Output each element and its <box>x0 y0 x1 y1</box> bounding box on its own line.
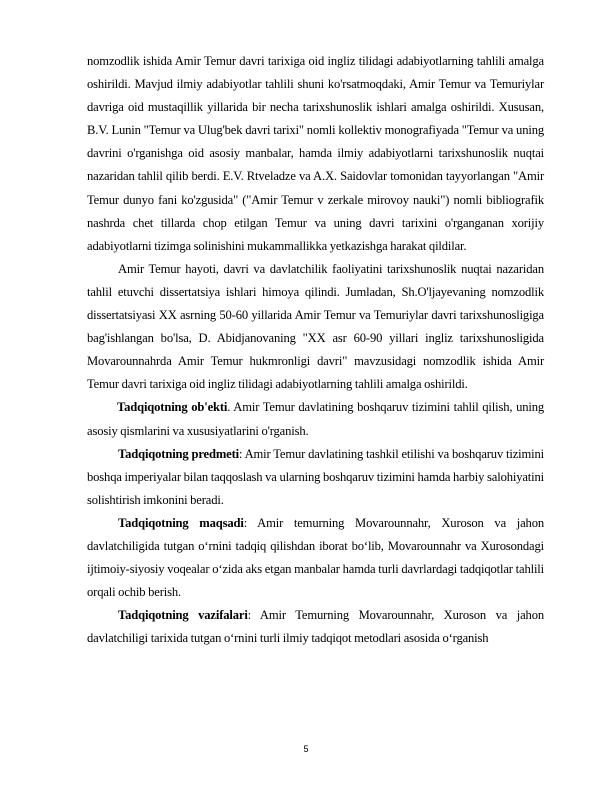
paragraph-research-subject <box>87 443 544 512</box>
research-subject-label: Tadqiqotning predmeti <box>118 446 239 461</box>
research-tasks-label: Tadqiqotning vazifalari <box>118 608 248 623</box>
paragraph-research-object <box>87 396 544 442</box>
document-body <box>87 50 544 650</box>
research-object-label: Tadqiqotning ob'ekti <box>117 400 228 415</box>
research-object-text: . Amir Temur davlatining boshqaruv tizimini tahlil qilish, uning asosiy qismlarini va xususiyatlarini o'rganish. <box>87 400 545 438</box>
research-subject-text: : Amir Temur davlatining tashkil etilishi va boshqaruv tizimini boshqa imperiyalar bilan taqqoslash va ularning boshqaruv tizimini hamda harbiy salohiyatini solishtirish imkonini beradi. <box>87 446 544 507</box>
paragraph-dissertations: Amir Temur hayoti, davri va davlatchilik faoliyatini tarixshunoslik nuqtai nazaridan tahlil etuvchi dissertatsiya ishlari himoya qilindi. Jumladan, Sh.O'ljayevaning nomzodlik dissertatsiyasi XX asrning 50-60 yillarida Amir Temur va Temuriylar davri tarixshunosligiga bag'ishlangan bo'lsa, D. Abidjanovaning "XX asr 60-90 yillari ingliz tarixshunosligida Movarounnahrda Amir Temur hukmronligi davri" mavzusidagi nomzodlik ishida Amir Temur davri tarixiga oid ingliz tilidagi adabiyotlarning tahlili amalga oshirildi. <box>87 261 544 392</box>
research-goal-text: : Amir temurning Movarounnahr, Xuroson va jahon davlatchiligida tutgan o‘rnini tadqiq qilishdan iborat bo‘lib, Movarounnahr va Xurosondagi ijtimoiy-siyosiy voqealar o‘zida aks etgan manbalar hamda turli davrlardagi tadqiqotlar tahlili orqali ochib berish. <box>87 515 544 600</box>
page-number: 5 <box>303 744 309 754</box>
paragraph-research-goal <box>87 512 544 604</box>
research-tasks-text: : Amir Temurning Movarounnahr, Xuroson va jahon davlatchiligi tarixida tutgan o‘rnini turli ilmiy tadqiqot metodlari asosida o‘rganish <box>87 608 544 646</box>
paragraph-literature-review: nomzodlik ishida Amir Temur davri tarixiga oid ingliz tilidagi adabiyotlarning tahlili amalga oshirildi. Mavjud ilmiy adabiyotlar tahlili shuni ko'rsatmoqdaki, Amir Temur va Temuriylar davriga oid mustaqillik yillarida bir necha tarixshunoslik ishlari amalga oshirildi. Xususan, B.V. Lunin "Temur va Ulug'bek davri tarixi" nomli kollektiv monografiyada "Temur va uning davrini o'rganishga oid asosiy manbalar, hamda ilmiy adabiyotlarni tarixshunoslik nuqtai nazaridan tahlil qilib berdi. E.V. Rtveladze va A.X. Saidovlar tomonidan tayyorlangan "Amir Temur dunyo fani ko'zgusida" ("Amir Temur v zerkale mirovoy nauki") nomli bibliografik nashrda chet tillarda chop etilgan Temur va uning davri tarixini o'rganganan xorijiy adabiyotlarni tizimga solinishini mukammallikka yetkazishga harakat qildilar. <box>87 54 544 253</box>
paragraph-research-tasks <box>87 604 544 650</box>
research-goal-label: Tadqiqotning maqsadi <box>118 515 244 530</box>
